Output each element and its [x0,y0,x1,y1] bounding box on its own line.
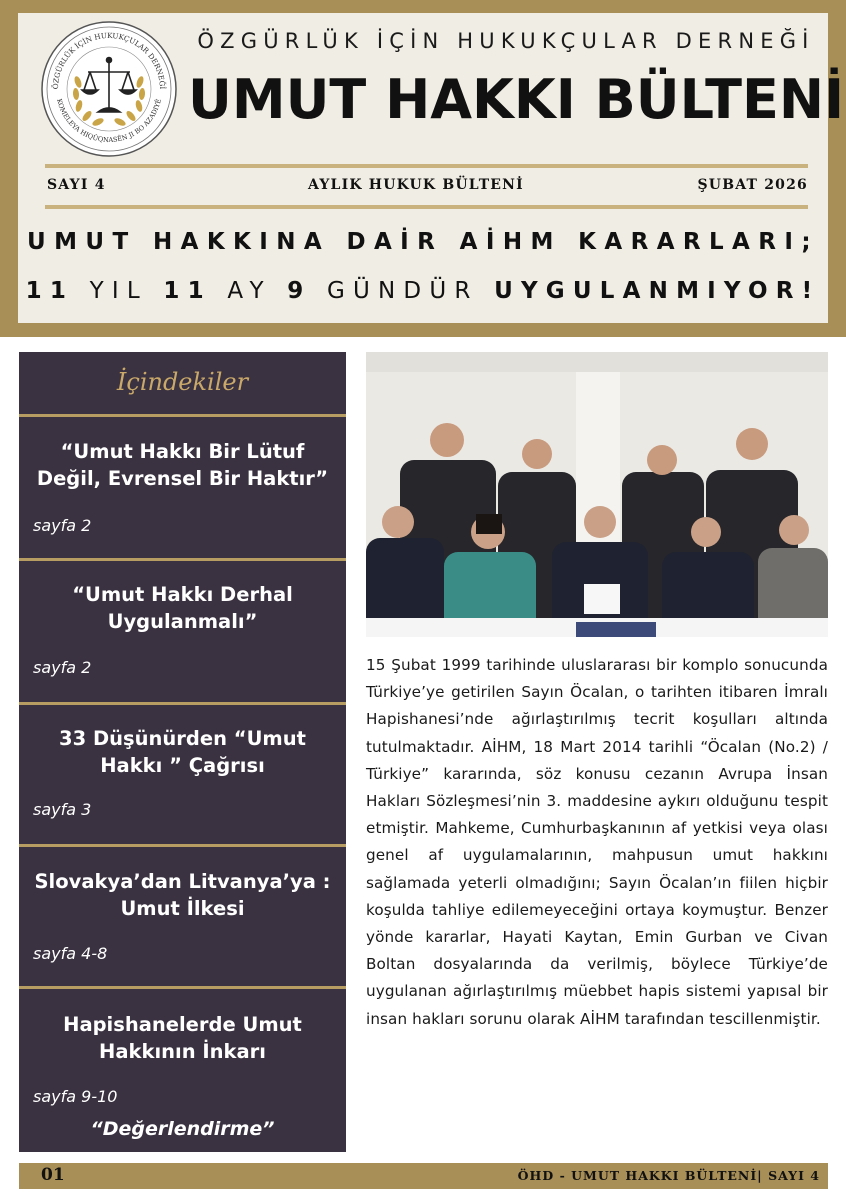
hair-shape [476,514,502,534]
toc-entry-3-title[interactable]: 33 Düşünürden “Umut Hakkı ” Çağrısı [59,727,306,777]
header-panel [18,13,845,323]
issue-number: SAYI 4 [47,177,106,193]
logo-text-top: ÖZGÜRLÜK İÇİN HUKUKÇULAR DERNEĞİ [50,30,168,90]
toc-entry-5-title[interactable]: Hapishanelerde Umut Hakkının İnkarı [63,1013,302,1063]
toc-entry-1-page: sayfa 2 [33,516,92,535]
association-logo [40,20,178,158]
footer-title: ÖHD - UMUT HAKKI BÜLTENİ| SAYI 4 [517,1168,820,1183]
years-word: YIL [89,278,148,304]
toc-divider [19,558,346,561]
paper-sheet [584,584,620,614]
months-word: AY [227,278,272,304]
header-frame [0,0,846,337]
headline-line-1: UMUT HAKKINA DAİR AİHM KARARLARI; [27,229,819,255]
article-body: 15 Şubat 1999 tarihinde uluslararası bir komplo sonucunda Türkiye’ye getirilen Sayın Öcalan, o tarihten itibaren İmralı Hapishanesi’nde ağırlaştırılmış tecrit koşulları altında tutulmaktadır. AİHM, 18 Mart 2014 tarihli “Öcalan (No.2) / Türkiye” kararında, söz konusu cezanın Avrupa İnsan Hakları Sözleşmesi’nin 3. maddesine aykırı olduğunu tespit etmiştir. Mahkeme, Cumhurbaşkanının af yetkisi veya olası genel af uygulamalarının, mahpusun umut hakkını sağlamada yeterli olmadığını; Sayın Öcalan’ın fiilen hiçbir koşulda tahliye edilemeyeceğini ortaya koymuştur. Benzer yönde kararlar, Hayati Kaytan, Emin Gurban ve Civan Boltan dosyalarında da verilmiş, böylece Türkiye’de uygulanan ağırlaştırılmış müebbet hapis sistemi yapısal bir insan hakları sorunu olarak AİHM tarafından tescillenmiştir. [366,656,828,1028]
organization-name: ÖZGÜRLÜK İÇİN HUKUKÇULAR DERNEĞİ [197,29,815,53]
months-number: 11 [163,278,212,304]
logo-text-bottom: KOMELEYA HIQÛQNASÊN JI BO AZADIYÊ [55,97,163,145]
toc-divider [19,844,346,847]
tablecloth-blue [576,622,656,637]
toc-evaluation[interactable]: “Değerlendirme” [90,1118,275,1140]
bulletin-title: UMUT HAKKI BÜLTENİ [188,68,845,131]
footer-bar [19,1163,828,1189]
table-of-contents [19,352,346,1152]
group-photo [366,352,828,637]
toc-divider [19,986,346,989]
toc-divider [19,702,346,705]
years-number: 11 [25,278,75,304]
issue-date: ŞUBAT 2026 [697,177,808,193]
toc-entry-5-page: sayfa 9-10 [33,1087,118,1106]
toc-entry-2-title[interactable]: “Umut Hakkı Derhal Uygulanmalı” [72,583,293,633]
headline-line-2 [18,278,828,304]
toc-entry-3-page: sayfa 3 [33,800,92,819]
bulletin-type: AYLIK HUKUK BÜLTENİ [308,177,524,193]
days-word: GÜNDÜR [326,278,479,304]
toc-entry-2-page: sayfa 2 [33,658,92,677]
status-word: UYGULANMIYOR! [494,278,821,304]
page-number: 01 [41,1165,65,1185]
divider-bottom [45,205,808,209]
toc-entry-4-page: sayfa 4-8 [33,944,108,963]
toc-heading: İçindekiler [116,368,249,396]
toc-entry-4-title[interactable]: Slovakya’dan Litvanya’ya : Umut İlkesi [34,870,331,920]
toc-entry-1-title[interactable]: “Umut Hakkı Bir Lütuf Değil, Evrensel Bir Haktır” [36,440,329,490]
divider-top [45,164,808,168]
toc-divider [19,414,346,417]
days-number: 9 [287,278,312,304]
